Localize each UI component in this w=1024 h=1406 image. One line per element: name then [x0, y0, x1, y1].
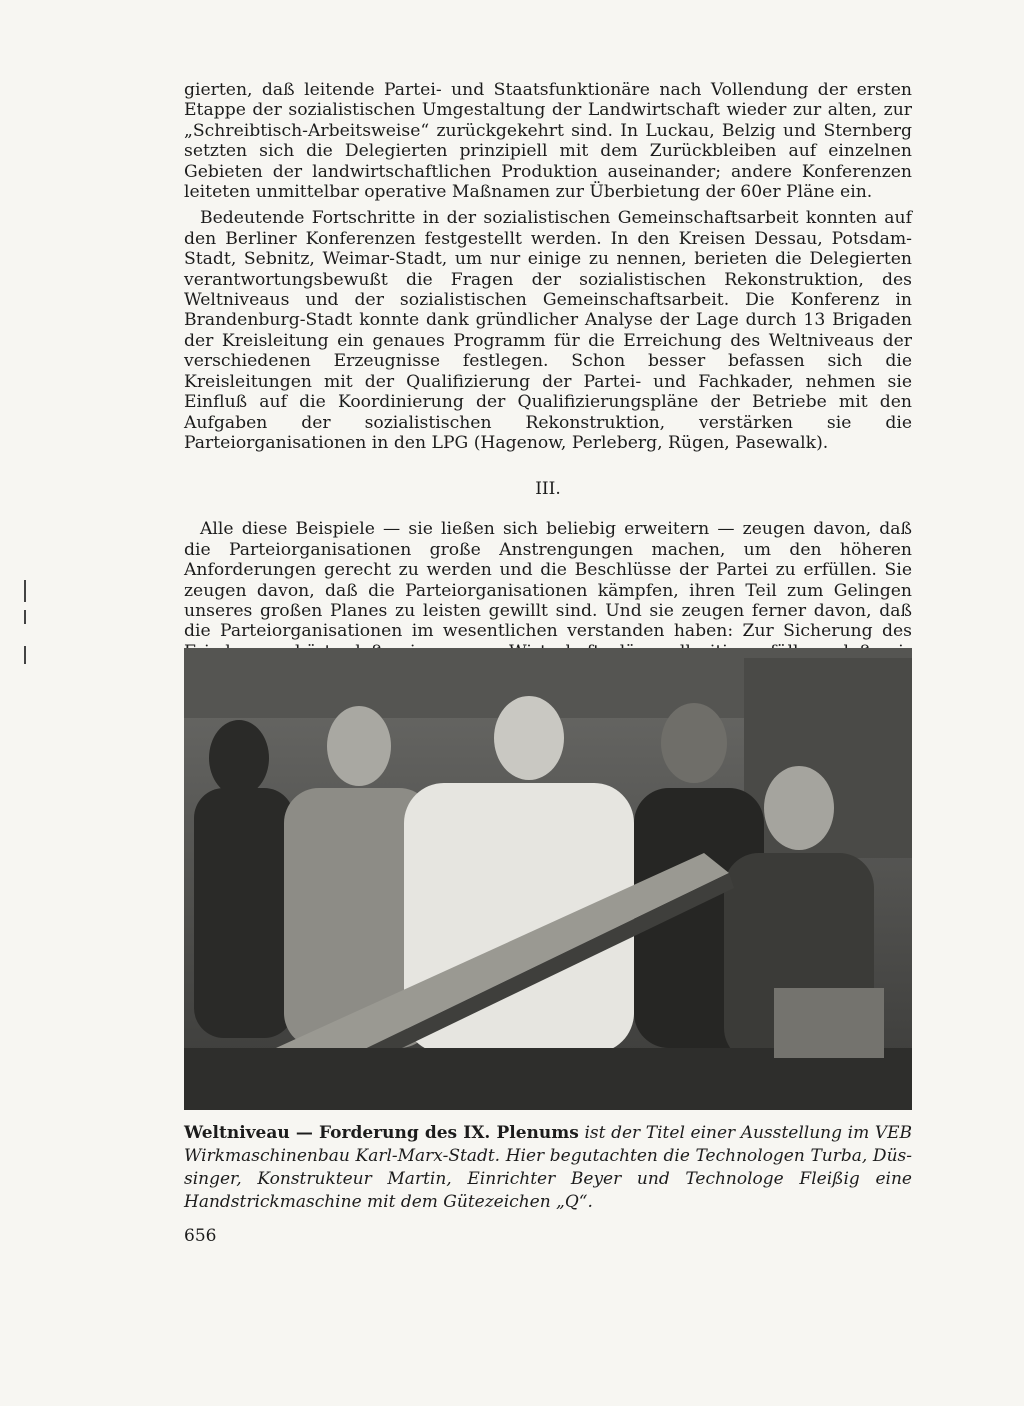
margin-mark: [24, 646, 26, 664]
caption-text: ist der Titel einer Ausstellung im VEB Wirkmaschinenbau Karl-Marx-Stadt. Hier begutachten die Technologen Turba, Düssinger, Konstrukteur Martin, Einrichter Beyer und Technologe Fleißig eine Handstrickmaschine mit dem Gütezeichen „Q“.: [184, 1123, 912, 1212]
section-heading: III.: [535, 479, 561, 500]
workshop-photo: [184, 648, 912, 1110]
page-number: 656: [184, 1226, 217, 1246]
paragraph-3: Alle diese Beispiele — sie ließen sich beliebig erweitern — zeugen davon, daß die Parteiorganisationen große Anstrengungen machen, um den höheren Anforderungen gerecht zu werden und die Beschlüsse der Partei zu erfüllen. Sie zeugen davon, daß die Parteiorganisationen kämpfen, ihren Teil zum Gelingen unseres großen Planes zu leisten gewillt sind. Und sie zeugen ferner davon, daß die Parteiorganisationen im wesentlichen verstanden haben: Zur Sicherung des: [184, 519, 912, 642]
caption-title: Weltniveau — Forderung des IX. Plenums: [184, 1123, 579, 1143]
paragraph-1: gierten, daß leitende Partei- und Staatsfunktionäre nach Vollendung der ersten Etappe der sozialistischen Umgestaltung der Landwirtschaft wieder zur alten, zur „Schreibtisch-Arbeitsweise“ zurückgekehrt sind. In Luckau, Belzig und Sternberg setzten sich die Delegierten prinzipiell mit dem Zurückbleiben auf einzelnen Gebieten der landwirtschaftlichen Produktion auseinander; andere Konferenzen leiteten unmittelbar operative Maßnamen zur Überbietung der 60er Pläne ein.: [184, 80, 912, 203]
text-column: [184, 80, 912, 683]
margin-mark: [24, 580, 26, 602]
photo-illustration: [184, 648, 912, 1110]
photo-caption: [184, 1122, 912, 1214]
margin-mark: [24, 610, 26, 624]
paragraph-2: Bedeutende Fortschritte in der sozialistischen Gemeinschaftsarbeit konnten auf den Berliner Konferenzen festgestellt werden. In den Kreisen Dessau, Potsdam-Stadt, Sebnitz, Weimar-Stadt, um nur einige zu nennen, berieten die Delegierten verantwortungsbewußt die Fragen der sozialistischen Rekonstruktion, des Weltniveaus und der sozialistischen Gemeinschaftsarbeit. Die Konferenz in Brandenburg-Stadt konnte dank gründlicher Analyse der Lage durch 13 Brigaden der Kreisleitung ein genaues Programm für die Erreichung des Weltniveaus der verschiedenen Erzeugnisse festlegen. Schon besser befassen sich die Kreisleitungen mit der Qualifizierung der Partei- und Fachkader, nehmen sie Einfluß auf die Koordinierung der Qualifizierungspläne der Betriebe mit den Aufgaben der sozialistischen Rekonstruktion, verstärken sie die Parteiorganisationen in den LPG (Hagenow, Perleberg, Rügen, Pasewalk).: [184, 208, 912, 453]
